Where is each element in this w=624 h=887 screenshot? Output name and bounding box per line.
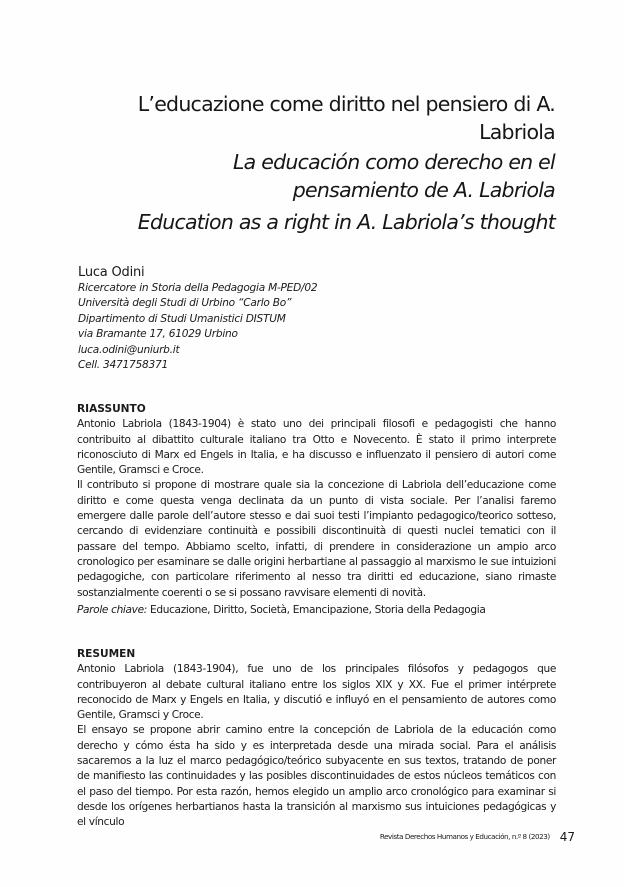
resumen-paragraph-2: El ensayo se propone abrir camino entre la concepción de Labriola de la educación como derecho y cómo ésta ha sido y es interpretada desde una mirada social. Para el análisis sacaremos a la luz el marco pedagógico/teórico subyacente en sus textos, tratando de poner de manifiesto las continuidades y las posibles discontinuidades de estos núcleos temáticos con el paso del tiempo. Por esta razón, hemos elegido un amplio arco cronológico para examinar si desde los orígenes herbartianos hasta la transición al marxismo sus intuiciones pedagógicas y el vínculo	[77, 724, 556, 829]
riassunto-paragraph-1: Antonio Labriola (1843-1904) è stato uno dei principali filosofi e pedagogisti che hanno contribuito al dibattito culturale italiano tra Otto e Novecento. È stato il primo interprete riconosciuto di Marx ed Engels in Italia, e ha discusso e influenzato il pensiero di autori come Gentile, Gramsci e Croce.	[77, 418, 556, 477]
keywords-values: Educazione, Diritto, Società, Emancipazione, Storia della Pedagogia	[146, 604, 486, 616]
page-footer	[360, 826, 575, 845]
author-phone: Cell. 3471758371	[78, 359, 168, 372]
riassunto-paragraph-2: Il contributo si propone di mostrare quale sia la concezione di Labriola dell’educazione come diritto e come questa venga declinata da un punto di vista sociale. Per l’analisi faremo emergere dalle parole dell’autore stesso e dai suoi testi l’impianto pedagogico/teorico sotteso, cercando di evidenziare continuità e possibili discontinuità di questi nuclei tematici con il passare del tempo. Abbiamo scelto, infatti, di prendere in considerazione un ampio arco cronologico per esaminare se dalle origini herbartiane al passaggio al marxismo le sue intuizioni pedagogiche, con particolare riferimento al nesso tra diritti ed educazione, siano rimaste sostanzialmente coerenti o se si possano ravvisare elementi di novità.	[77, 479, 556, 599]
keywords-label: Parole chiave:	[77, 604, 147, 616]
title-block	[70, 90, 555, 236]
author-department: Dipartimento di Studi Umanistici DISTUM	[78, 312, 286, 325]
title-italian: L’educazione come diritto nel pensiero di A. Labriola	[137, 92, 555, 144]
title-spanish-line1: La educación como derecho en el	[233, 150, 555, 174]
resumen-paragraph-1: Antonio Labriola (1843-1904), fue uno de los principales filósofos y pedagogos que contribuyeron al debate cultural italiano entre los siglos XIX y XX. Fue el primer intérprete reconocido de Marx y Engels en Italia, y discutió e influyó en el pensamiento de autores como Gentile, Gramsci y Croce.	[77, 663, 556, 722]
resumen-heading: RESUMEN	[77, 648, 136, 660]
title-spanish-line2: pensamiento de A. Labriola	[292, 178, 555, 202]
title-spanish	[70, 148, 555, 204]
author-position: Ricercatore in Storia della Pedagogia M-PED/02	[78, 282, 318, 294]
author-university: Università degli Studi di Urbino “Carlo Bo”	[78, 297, 292, 310]
keywords-line	[77, 603, 556, 618]
footer-journal: Revista Derechos Humanos y Educación, n.º 8 (2023)	[379, 832, 550, 841]
riassunto-heading: RIASSUNTO	[77, 403, 146, 415]
riassunto-section	[77, 402, 556, 601]
author-block	[78, 264, 317, 373]
page-number: 47	[559, 829, 575, 844]
title-english: Education as a right in A. Labriola’s thought	[137, 210, 555, 234]
resumen-section	[77, 647, 556, 831]
author-email: luca.odini@uniurb.it	[78, 343, 180, 356]
author-address: via Bramante 17, 61029 Urbino	[78, 328, 238, 341]
author-name: Luca Odini	[78, 265, 145, 280]
